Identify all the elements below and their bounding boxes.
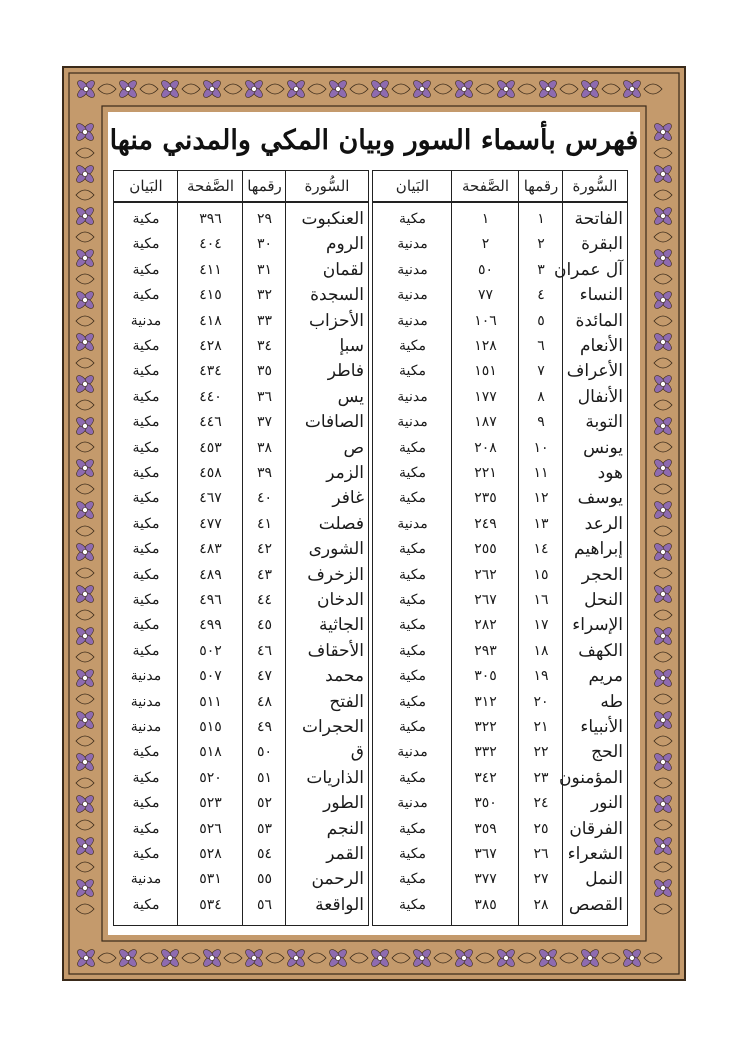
cell-page: ٣١٢ — [474, 693, 497, 710]
table-row — [114, 207, 368, 232]
cell-page: ٢٦٢ — [474, 566, 497, 583]
cell-page: ٥٢٦ — [199, 820, 222, 837]
cell-type: مدنية — [130, 719, 162, 735]
cell-name: محمد — [325, 666, 364, 687]
cell-name: آل عمران — [553, 259, 623, 280]
cell-name: العنكبوت — [301, 209, 364, 229]
cell-page: ٥٢٨ — [199, 846, 222, 862]
cell-page: ٥٢٣ — [199, 795, 222, 812]
table-row — [373, 766, 627, 791]
cell-num: ٥٢ — [256, 795, 273, 812]
table-row — [373, 740, 627, 765]
cell-type: مكية — [132, 795, 160, 812]
cell-page: ٥٠٧ — [199, 668, 222, 685]
header-surah: السُّورة — [572, 177, 618, 195]
cell-name: طه — [600, 691, 623, 712]
cell-page: ٥٣١ — [199, 871, 222, 888]
cell-name: الفتح — [329, 691, 364, 712]
cell-num: ٣ — [537, 261, 545, 278]
cell-type: مكية — [399, 896, 426, 913]
cell-name: الواقعة — [315, 894, 364, 915]
cell-num: ٣٩ — [256, 465, 273, 481]
cell-name: الفاتحة — [574, 209, 623, 229]
table-row — [373, 359, 627, 384]
cell-num: ٨ — [537, 388, 545, 405]
cell-num: ٢٠ — [533, 693, 549, 710]
cell-num: ٤١ — [256, 515, 273, 532]
cell-page: ١٧٧ — [474, 388, 497, 405]
cell-type: مكية — [132, 592, 160, 608]
cell-type: مدنية — [130, 668, 162, 685]
table-row — [114, 232, 368, 257]
cell-type: مكية — [399, 363, 426, 380]
table-row — [373, 690, 627, 715]
cell-name: الشعراء — [567, 844, 623, 864]
cell-page: ٢٤٩ — [474, 515, 497, 532]
table-row — [114, 588, 368, 613]
cell-num: ٣٣ — [256, 312, 273, 329]
cell-name: الحجر — [581, 564, 623, 585]
cell-type: مكية — [399, 592, 426, 608]
table-row — [373, 867, 627, 892]
cell-type: مكية — [132, 642, 160, 659]
cell-page: ٤٥٣ — [199, 439, 222, 456]
cell-num: ٥١ — [256, 769, 273, 786]
cell-name: النمل — [585, 869, 623, 890]
cell-type: مكية — [132, 896, 160, 913]
table-row — [114, 334, 368, 359]
table-row — [114, 359, 368, 384]
cell-page: ١ — [481, 211, 490, 227]
table-row — [373, 715, 627, 740]
cell-name: الرعد — [584, 513, 623, 534]
cell-type: مدنية — [397, 795, 428, 812]
cell-name: الشورى — [308, 539, 364, 560]
cell-type: مكية — [399, 211, 426, 227]
cell-page: ٣٠٥ — [474, 668, 497, 685]
cell-num: ٣٥ — [256, 363, 273, 380]
cell-num: ١٥ — [533, 566, 549, 583]
cell-page: ٣٥٠ — [474, 795, 497, 812]
table-row — [373, 461, 627, 486]
cell-page: ٥٠٢ — [199, 642, 222, 659]
cell-name: مريم — [588, 666, 623, 687]
cell-num: ٣٠ — [256, 236, 273, 253]
cell-page: ٥٠ — [477, 261, 494, 278]
cell-page: ٤١١ — [199, 261, 222, 278]
table-row — [114, 461, 368, 486]
cell-type: مدنية — [397, 414, 428, 431]
table-row — [114, 309, 368, 334]
cell-type: مكية — [132, 617, 160, 634]
cell-num: ٢٥ — [533, 820, 549, 837]
cell-name: الصافات — [304, 412, 364, 433]
cell-type: مكية — [399, 338, 426, 354]
cell-type: مدنية — [397, 515, 428, 532]
cell-type: مدنية — [130, 871, 162, 888]
cell-type: مدنية — [397, 261, 428, 278]
cell-name: الجاثية — [318, 615, 364, 636]
cell-num: ٢٣ — [533, 769, 549, 786]
cell-type: مكية — [399, 642, 426, 659]
cell-num: ٤٧ — [256, 668, 273, 685]
cell-type: مكية — [132, 211, 160, 227]
cell-name: الرحمن — [311, 869, 364, 890]
cell-num: ٤٠ — [256, 490, 273, 507]
cell-page: ٢٢١ — [474, 465, 497, 481]
table-row — [114, 893, 368, 918]
cell-type: مدنية — [397, 287, 428, 304]
cell-type: مكية — [399, 490, 426, 507]
cell-type: مكية — [399, 820, 426, 837]
cell-num: ٢١ — [533, 719, 549, 735]
cell-page: ٢٠٨ — [474, 439, 497, 456]
table-row — [114, 436, 368, 461]
cell-type: مدنية — [397, 744, 428, 761]
cell-num: ٥٣ — [256, 820, 273, 837]
header-number: رقمها — [247, 177, 282, 195]
cell-num: ٤ — [537, 287, 545, 304]
cell-page: ٥٣٤ — [199, 896, 222, 913]
cell-type: مدنية — [130, 693, 162, 710]
cell-type: مكية — [132, 846, 160, 862]
cell-name: الأحزاب — [308, 310, 364, 331]
cell-num: ٤٩ — [256, 719, 273, 735]
cell-name: الحج — [591, 742, 623, 763]
cell-type: مدنية — [397, 312, 428, 329]
cell-name: النساء — [579, 285, 623, 306]
cell-name: الأنبياء — [580, 717, 623, 737]
table-row — [373, 537, 627, 562]
cell-name: إبراهيم — [574, 539, 623, 560]
table-row — [114, 766, 368, 791]
table-row — [373, 334, 627, 359]
cell-name: الزخرف — [307, 564, 364, 585]
cell-type: مكية — [132, 744, 160, 761]
cell-type: مكية — [132, 338, 160, 354]
cell-name: السجدة — [310, 285, 364, 306]
table-row — [114, 258, 368, 283]
cell-num: ٢٩ — [256, 211, 273, 227]
cell-type: مكية — [399, 465, 426, 481]
table-row — [373, 664, 627, 689]
cell-page: ٥١٨ — [199, 744, 222, 761]
cell-name: الإسراء — [572, 615, 623, 636]
table-row — [373, 639, 627, 664]
cell-name: الأنعام — [579, 336, 623, 356]
cell-type: مكية — [399, 871, 426, 888]
cell-page: ٣٧٧ — [474, 871, 497, 888]
cell-name: الأعراف — [566, 361, 623, 382]
cell-name: يونس — [583, 437, 623, 458]
cell-name: سبإ — [339, 336, 364, 356]
table-row — [373, 486, 627, 511]
table-row — [373, 817, 627, 842]
cell-type: مكية — [132, 515, 160, 532]
cell-page: ٤١٥ — [199, 287, 222, 304]
cell-type: مكية — [399, 846, 426, 862]
table-row — [373, 791, 627, 816]
cell-type: مكية — [132, 236, 160, 253]
cell-name: الروم — [325, 234, 364, 255]
cell-page: ٤٩٩ — [199, 617, 222, 634]
table-row — [114, 537, 368, 562]
cell-num: ١١ — [533, 465, 549, 481]
cell-num: ٤٣ — [256, 566, 273, 583]
table-row — [114, 283, 368, 308]
cell-name: الكهف — [578, 640, 623, 661]
table-row — [114, 817, 368, 842]
cell-type: مدنية — [397, 236, 428, 253]
cell-num: ٥٤ — [256, 846, 273, 862]
cell-num: ١ — [537, 211, 545, 227]
cell-num: ١٢ — [533, 490, 549, 507]
cell-name: الطور — [323, 793, 364, 814]
cell-num: ٢٨ — [533, 896, 549, 913]
surah-index-table-right — [372, 170, 628, 926]
cell-type: مكية — [132, 388, 160, 405]
cell-type: مكية — [399, 693, 426, 710]
cell-num: ٤٢ — [256, 541, 273, 558]
header-page: الصَّفحة — [186, 177, 235, 195]
cell-type: مكية — [132, 261, 160, 278]
cell-page: ٤٢٨ — [199, 338, 222, 354]
cell-type: مدنية — [130, 312, 162, 329]
cell-name: المؤمنون — [558, 767, 623, 788]
cell-type: مكية — [399, 769, 426, 786]
cell-page: ٢٨٢ — [474, 617, 497, 634]
table-row — [114, 486, 368, 511]
table-row — [373, 613, 627, 638]
cell-page: ٤٧٧ — [199, 515, 222, 532]
cell-type: مكية — [399, 566, 426, 583]
cell-name: الذاريات — [306, 767, 364, 788]
cell-type: مكية — [399, 719, 426, 735]
cell-num: ١٦ — [533, 592, 549, 608]
cell-num: ٣٦ — [256, 388, 273, 405]
cell-page: ٢٩٣ — [474, 642, 497, 659]
cell-name: هود — [597, 463, 623, 483]
cell-page: ٤٨٩ — [199, 566, 222, 583]
cell-type: مكية — [399, 668, 426, 685]
cell-num: ٣٤ — [256, 338, 273, 354]
table-row — [373, 309, 627, 334]
cell-type: مكية — [399, 541, 426, 558]
cell-name: فاطر — [327, 361, 364, 382]
table-row — [114, 791, 368, 816]
table-row — [373, 588, 627, 613]
cell-page: ٣٣٢ — [474, 744, 497, 761]
cell-page: ٥٢٠ — [199, 769, 222, 786]
cell-page: ١٨٧ — [474, 414, 497, 431]
cell-name: القصص — [568, 894, 623, 915]
cell-name: ص — [343, 437, 364, 458]
cell-page: ٤٤٠ — [199, 388, 222, 405]
cell-num: ٣٨ — [256, 439, 273, 456]
cell-name: يوسف — [577, 488, 623, 509]
cell-name: غافر — [332, 488, 364, 509]
table-row — [114, 385, 368, 410]
cell-num: ٢٢ — [533, 744, 549, 761]
cell-page: ٢٦٧ — [474, 592, 497, 608]
table-row — [114, 664, 368, 689]
header-divider — [373, 201, 627, 203]
cell-name: الزمر — [326, 463, 364, 483]
cell-num: ٢٧ — [533, 871, 549, 888]
cell-type: مدنية — [397, 388, 428, 405]
table-row — [114, 410, 368, 435]
cell-num: ٢ — [537, 236, 545, 253]
surah-index-table-left — [113, 170, 369, 926]
cell-page: ٧٧ — [477, 287, 494, 304]
cell-page: ٣٦٧ — [474, 846, 497, 862]
table-row — [373, 512, 627, 537]
table-row — [114, 690, 368, 715]
cell-name: القمر — [326, 844, 364, 864]
cell-page: ٤٣٤ — [199, 363, 222, 380]
cell-name: البقرة — [581, 234, 623, 255]
cell-num: ٦ — [537, 338, 545, 354]
cell-num: ٤٦ — [256, 642, 273, 659]
cell-type: مكية — [132, 541, 160, 558]
cell-page: ٢ — [481, 236, 490, 253]
cell-num: ٣٧ — [256, 414, 273, 431]
header-type: البَيان — [395, 177, 430, 195]
cell-type: مكية — [132, 414, 160, 431]
table-row — [373, 207, 627, 232]
cell-name: التوبة — [585, 412, 623, 433]
cell-type: مكية — [132, 769, 160, 786]
header-page: الصَّفحة — [461, 177, 510, 195]
table-row — [373, 893, 627, 918]
cell-page: ٣٩٦ — [199, 211, 222, 227]
table-row — [373, 258, 627, 283]
cell-type: مكية — [132, 566, 160, 583]
cell-num: ٩ — [537, 414, 545, 431]
table-row — [373, 842, 627, 867]
table-row — [114, 842, 368, 867]
table-row — [114, 867, 368, 892]
cell-name: المائدة — [575, 310, 623, 331]
cell-type: مكية — [132, 439, 160, 456]
cell-num: ٧ — [537, 363, 545, 380]
cell-name: النجم — [326, 818, 364, 839]
cell-num: ٥٦ — [256, 896, 273, 913]
cell-page: ٤١٨ — [199, 312, 222, 329]
cell-num: ٤٥ — [256, 617, 273, 634]
cell-num: ١٣ — [533, 515, 549, 532]
cell-type: مكية — [132, 490, 160, 507]
cell-name: لقمان — [322, 259, 364, 280]
cell-name: الأنفال — [577, 386, 623, 407]
cell-num: ١٨ — [533, 642, 549, 659]
cell-page: ٥١٥ — [199, 719, 222, 735]
cell-name: الدخان — [317, 590, 364, 610]
cell-num: ٢٤ — [533, 795, 549, 812]
cell-page: ٤٦٧ — [199, 490, 222, 507]
cell-page: ٢٥٥ — [474, 541, 497, 558]
cell-page: ٤٤٦ — [199, 414, 222, 431]
cell-num: ١٤ — [533, 541, 549, 558]
cell-num: ٥٠ — [256, 744, 273, 761]
cell-num: ٤٨ — [256, 693, 273, 710]
cell-page: ٤٥٨ — [199, 465, 222, 481]
cell-num: ١٧ — [533, 617, 549, 634]
cell-num: ١٩ — [533, 668, 549, 685]
cell-num: ١٠ — [533, 439, 549, 456]
table-row — [373, 385, 627, 410]
cell-page: ١٥١ — [474, 363, 497, 380]
cell-page: ٤٩٦ — [199, 592, 222, 608]
cell-type: مكية — [132, 287, 160, 304]
page-title: فهرس بأسماء السور وبيان المكي والمدني منها — [109, 125, 639, 156]
table-row — [373, 410, 627, 435]
cell-page: ٣٤٢ — [474, 769, 497, 786]
cell-type: مكية — [132, 465, 160, 481]
cell-num: ٥٥ — [256, 871, 273, 888]
cell-num: ٣٢ — [256, 287, 273, 304]
cell-num: ٣١ — [256, 261, 273, 278]
cell-name: فصلت — [318, 513, 364, 534]
cell-page: ٣٨٥ — [474, 896, 497, 913]
cell-name: الفرقان — [569, 818, 623, 839]
cell-name: النحل — [584, 590, 623, 610]
table-row — [373, 436, 627, 461]
cell-name: الأحقاف — [307, 640, 364, 661]
table-row — [373, 563, 627, 588]
cell-name: الحجرات — [302, 717, 364, 737]
cell-type: مكية — [132, 820, 160, 837]
table-row — [114, 740, 368, 765]
cell-name: ق — [350, 742, 364, 763]
table-row — [373, 283, 627, 308]
cell-type: مكية — [399, 439, 426, 456]
cell-page: ٤٨٣ — [199, 541, 222, 558]
header-number: رقمها — [523, 177, 559, 195]
cell-name: يس — [337, 386, 364, 407]
cell-type: مكية — [132, 363, 160, 380]
cell-page: ٢٣٥ — [474, 490, 497, 507]
cell-num: ٢٦ — [533, 846, 549, 862]
cell-num: ٤٤ — [256, 592, 273, 608]
table-row — [114, 563, 368, 588]
table-row — [114, 639, 368, 664]
cell-type: مكية — [399, 617, 426, 634]
table-row — [114, 715, 368, 740]
cell-page: ٤٠٤ — [199, 236, 222, 253]
cell-page: ٥١١ — [199, 693, 222, 710]
header-type: البَيان — [129, 177, 163, 195]
header-surah: السُّورة — [304, 177, 350, 195]
table-row — [114, 613, 368, 638]
table-row — [373, 232, 627, 257]
cell-num: ٥ — [537, 312, 545, 329]
cell-page: ١٢٨ — [474, 338, 497, 354]
cell-page: ٣٥٩ — [474, 820, 497, 837]
cell-page: ١٠٦ — [474, 312, 497, 329]
table-row — [114, 512, 368, 537]
cell-name: النور — [590, 793, 623, 814]
cell-page: ٣٢٢ — [474, 719, 497, 735]
